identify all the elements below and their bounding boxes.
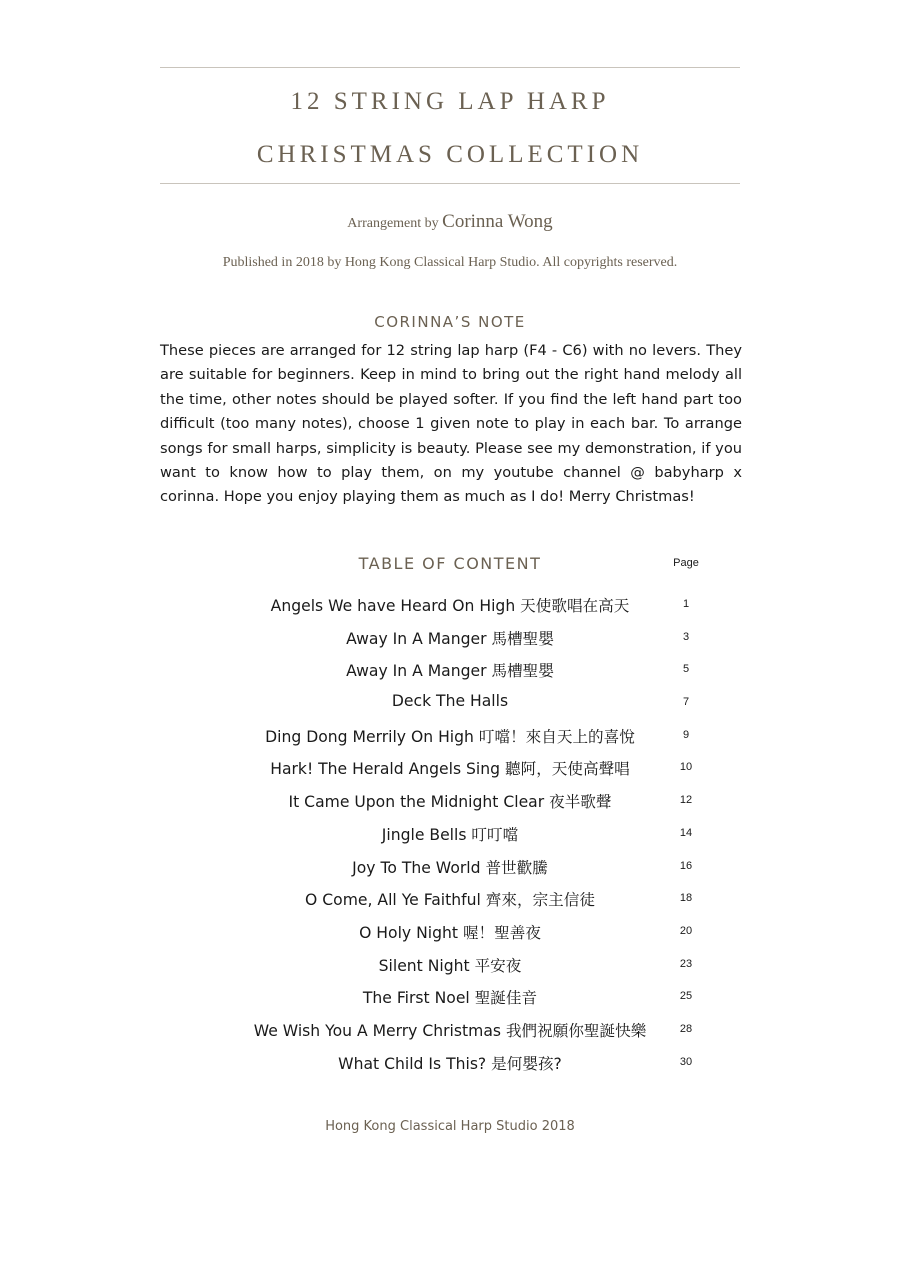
toc-entry-page-number: 25	[679, 990, 693, 1003]
title-line-2: CHRISTMAS COLLECTION	[256, 141, 644, 168]
toc-entry-page-number: 30	[679, 1055, 693, 1068]
arranger-name: Corinna Wong	[442, 211, 553, 232]
toc-entry-page-number: 1	[682, 598, 690, 610]
bottom-rule	[160, 183, 740, 184]
toc-entry-title: What Child Is This? 是何嬰孩?	[338, 1054, 562, 1073]
arrangement-prefix: Arrangement by	[347, 216, 439, 231]
note-heading: CORINNA’S NOTE	[374, 313, 526, 331]
toc-entry-title: Ding Dong Merrily On High 叮噹！來自天上的喜悅	[265, 727, 635, 746]
toc-entry-page-number: 14	[679, 826, 693, 839]
toc-entry-title: Angels We have Heard On High 天使歌唱在高天	[270, 597, 630, 615]
toc-entry-title: Away In A Manger 馬槽聖嬰	[346, 662, 554, 681]
toc-entry[interactable]	[0, 981, 900, 1014]
toc-entry[interactable]	[0, 818, 900, 851]
toc-entry-page-number: 16	[679, 859, 693, 872]
toc-entry[interactable]	[0, 883, 900, 916]
toc-entry[interactable]	[0, 720, 900, 753]
toc-entry-page-number: 12	[679, 794, 693, 807]
toc-entry-page-number: 5	[682, 663, 690, 676]
toc-entry[interactable]	[0, 785, 900, 818]
footer: Hong Kong Classical Harp Studio 2018	[325, 1119, 575, 1134]
toc-entry-page-number: 20	[679, 924, 693, 937]
toc-entry[interactable]	[0, 1014, 900, 1047]
toc-entry[interactable]	[0, 851, 900, 884]
toc-entry[interactable]	[0, 654, 900, 687]
toc-entry[interactable]	[0, 949, 900, 982]
toc-entry-title: O Come, All Ye Faithful 齊來，宗主信徒	[305, 891, 595, 910]
toc-entry[interactable]	[0, 622, 900, 655]
toc-entry-page-number: 7	[682, 696, 690, 709]
toc-heading: TABLE OF CONTENT	[358, 554, 542, 573]
toc-entry[interactable]	[0, 916, 900, 949]
toc-entry[interactable]	[0, 752, 900, 785]
toc-entry[interactable]	[0, 589, 900, 622]
publication-notice: Published in 2018 by Hong Kong Classical Harp Studio. All copyrights reserved.	[222, 255, 678, 270]
toc-page-column-heading: Page	[673, 557, 699, 569]
toc-entry-title: Away In A Manger 馬槽聖嬰	[346, 629, 554, 648]
toc-entry-page-number: 28	[679, 1022, 693, 1035]
note-body: These pieces are arranged for 12 string lap harp (F4 - C6) with no levers. They are suitable for beginners. Keep in mind to bring out the right hand melody all the time, other notes should be played softer. If you find the left hand part too difficult (too many notes), choose 1 given note to play in each bar. To arrange songs for small harps, simplicity is beauty. Please see my demonstration, if you want to know how to play them, on my youtube channel @ babyharp x corinna. Hope you enjoy playing them as much as I do! Merry Christmas!	[160, 342, 742, 506]
toc-entry-page-number: 10	[679, 761, 693, 774]
toc-entry-title: It Came Upon the Midnight Clear 夜半歌聲	[288, 793, 612, 812]
toc-entry[interactable]	[0, 1047, 900, 1080]
toc-entry-page-number: 23	[679, 957, 693, 970]
toc-entry-title: O Holy Night 喔！聖善夜	[359, 923, 541, 942]
toc-entry[interactable]	[0, 687, 900, 720]
toc-entry-page-number: 3	[682, 630, 690, 643]
toc-entry-title: Silent Night 平安夜	[378, 956, 522, 975]
title-line-1: 12 STRING LAP HARP	[290, 88, 610, 115]
toc-entry-title: Deck The Halls	[391, 692, 509, 711]
toc-entry-title: We Wish You A Merry Christmas 我們祝願你聖誕快樂	[253, 1021, 647, 1040]
toc-entry-title: Hark! The Herald Angels Sing 聽阿，天使高聲唱	[270, 760, 630, 779]
toc-entry-page-number: 9	[682, 728, 690, 741]
toc-entry-page-number: 18	[679, 892, 693, 905]
arrangement-credit	[160, 211, 740, 233]
toc-entry-title: The First Noel 聖誕佳音	[362, 989, 538, 1008]
toc-entry-title: Jingle Bells 叮叮噹	[381, 825, 519, 844]
toc-list	[0, 589, 900, 1079]
top-rule	[160, 67, 740, 68]
toc-entry-title: Joy To The World 普世歡騰	[352, 858, 548, 877]
